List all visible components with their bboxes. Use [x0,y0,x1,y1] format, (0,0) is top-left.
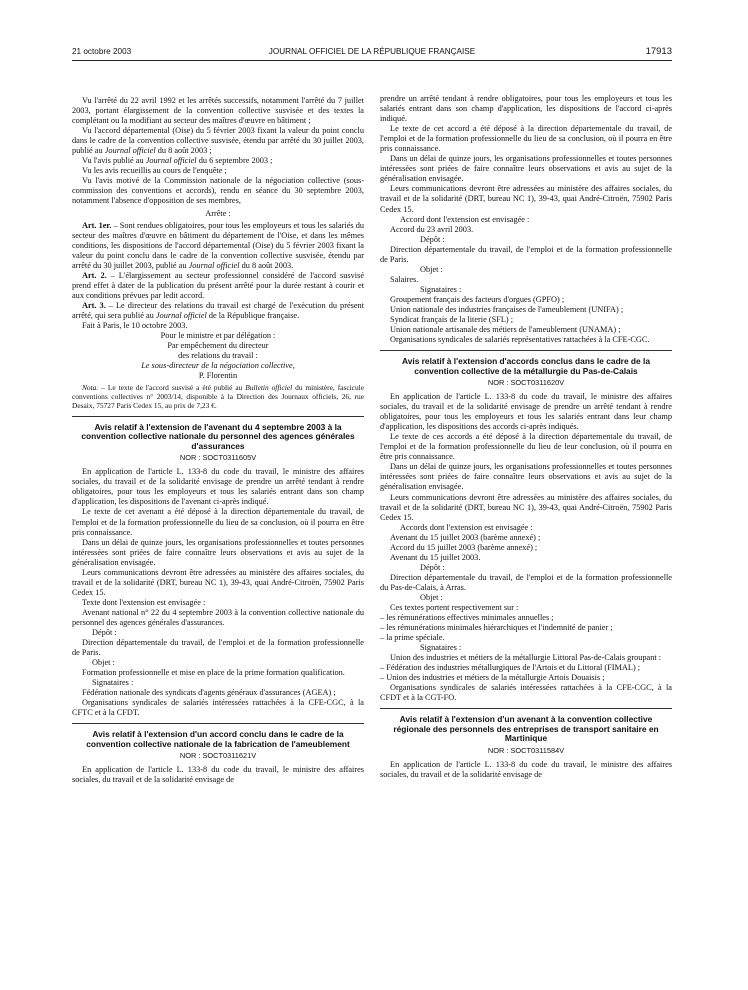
page-number: 17913 [645,46,672,57]
paragraph: Dans un délai de quinze jours, les organisations professionnelles et toutes personnes intéressées sont priées de faire connaître leurs observations et avis au sujet de la généralisation envisagée. [380,154,672,184]
field-value: Accord du 15 juillet 2003 (barème annexé) ; [390,542,538,552]
article-1: Art. 1er. – Sont rendues obligatoires, pour tous les employeurs et tous les salariés du secteur des maîtres d'œuvre en bâtiment du département de l'Oise, et dans les mêmes conditions, les dispositions de l'accord départemental (Oise) du 5 février 2003 fixant la valeur du point conclu dans le cadre de la convention collective susvisée, étendu par arrêté du 30 juillet 2003, publié au Journal officiel du 8 août 2003. [72,220,364,270]
section-separator [72,416,364,417]
list-item: – les rémunérations minimales hiérarchiques et l'indemnité de panier ; [380,623,613,633]
paragraph: Leurs communications devront être adressées au ministère des affaires sociales, du travail et de la solidarité (DRT, bureau NC 1), 39-43, quai André-Citroën, 75902 Paris Cedex 15. [380,184,672,214]
field-label: Accord dont l'extension est envisagée : [400,214,530,224]
paragraph: Vu l'accord départemental (Oise) du 5 février 2003 fixant la valeur du point conclu dans le cadre de la convention collective susvisée, étendu par arrêté du 30 juillet 2003, publié au Journal officiel du 8 août 2003 ; [72,126,364,156]
paragraph: Dans un délai de quinze jours, les organisations professionnelles et toutes personnes intéressées sont priées de faire connaître leurs observations et avis au sujet de la généralisation envisagée. [72,537,364,567]
list-item: – la prime spéciale. [380,633,445,643]
field-label: Dépôt : [420,234,445,244]
field-value: Avenant du 15 juillet 2003. [390,552,481,562]
notice-heading: Avis relatif à l'extension d'un accord conclu dans le cadre de la convention collective nationale de la fabrication de l'ameublement [86,729,350,749]
field-value: Groupement français des facteurs d'orgues (GPFO) ; [390,294,565,304]
paragraph: Vu l'avis motivé de la Commission nationale de la négociation collective (sous-commission des conventions et accords), rendu en séance du 30 septembre 2003, notamment l'absence d'opposition de ses membres, [72,176,364,206]
field-value: Avenant national n° 22 du 4 septembre 2003 à la convention collective nationale du personnel des agences générales d'assurances. [72,607,364,627]
list-item: – Fédération des industries métallurgiques de l'Artois et du Littoral (FIMAL) ; [380,663,641,673]
field-label: Signataires : [420,643,462,653]
nor-reference: NOR : SOCT0311605V [179,453,257,463]
paragraph: prendre un arrêté tendant à rendre obligatoires, pour tous les employeurs et tous les salariés entrant dans son champ d'application, les dispositions de l'accord ci-après indiqué. [380,94,672,124]
field-value: Organisations syndicales de salariés intéressées rattachées à la CFE-CGC, à la CFDT et à la CGT-FO. [380,683,672,703]
field-label: Dépôt : [92,628,117,638]
nor-reference: NOR : SOCT0311621V [179,751,257,761]
signatory-name: P. Florentin [198,371,238,381]
field-value: Salaires. [390,274,419,284]
section-separator [380,350,672,351]
signature-line: Par empêchement du directeur [167,341,269,351]
paragraph: En application de l'article L. 133-8 du code du travail, le ministre des affaires sociales, du travail et de la solidarité envisage de [72,765,364,785]
field-label: Signataires : [92,678,134,688]
field-value: Organisations syndicales de salariés représentatives rattachées à la CFE-CGC. [390,335,650,345]
field-label: Objet : [420,264,443,274]
paragraph: Dans un délai de quinze jours, les organisations professionnelles et toutes personnes intéressées sont priées de faire connaître leurs observations et avis au sujet de la généralisation envisagée. [380,462,672,492]
field-value: Formation professionnelle et mise en place de la prime formation qualification. [82,668,345,678]
list-item: – Union des industries et métiers de la métallurgie Artois Douaisis ; [380,673,605,683]
field-value: Union nationale artisanale des métiers de l'ameublement (UNAMA) ; [390,325,621,335]
field-value: Fédération nationale des syndicats d'agents généraux d'assurances (AGEA) ; [82,688,336,698]
paragraph: Le texte de cet avenant a été déposé à la direction départementale du travail, de l'emploi et de la formation professionnelle du lieu de sa conclusion, où il pourra en être pris connaissance. [72,507,364,537]
signature-line: des relations du travail : [178,351,258,361]
article-3: Art. 3. – Le directeur des relations du travail est chargé de l'exécution du présent arrêté, qui sera publié au Journal officiel de la République française. [72,300,365,320]
field-label: Signataires : [420,284,462,294]
field-value: Organisations syndicales de salariés intéressées rattachées à la CFE-CGC, à la CFTC et à la CFDT. [72,698,364,718]
section-separator [380,708,672,709]
paragraph: Le texte de ces accords a été déposé à la direction départementale du travail, de l'emploi et de la formation professionnelle du lieu de leur conclusion, où il pourra en être pris connaissance. [380,432,672,462]
arrete-heading: Arrête : [205,208,231,218]
article-2: Art. 2. – L'élargissement au secteur professionnel considéré de l'accord susvisé prend effet à dater de la publication du présent arrêté pour la durée restant à courir et aux conditions prévues par ledit accord. [72,270,365,300]
field-value: Direction départementale du travail, de l'emploi et de la formation professionnelle de Paris. [72,638,364,658]
field-value: Avenant du 15 juillet 2003 (barème annexé) ; [390,532,541,542]
nor-reference: NOR : SOCT0311620V [487,377,565,387]
field-label: Objet : [92,658,115,668]
paragraph: Leurs communications devront être adressées au ministère des affaires sociales, du travail et de la solidarité (DRT, bureau NC 1), 39-43, quai André-Citroën, 75902 Paris Cedex 15. [72,567,364,597]
page-header [72,44,672,60]
paragraph: Leurs communications devront être adressées au ministère des affaires sociales, du travail et de la solidarité (DRT, bureau NC 1), 39-43, quai André-Citroën, 75902 Paris Cedex 15. [380,492,672,522]
field-value: Union nationale des industries françaises de l'ameublement (UNIFA) ; [390,304,624,314]
field-label: Texte dont l'extension est envisagée : [82,597,206,607]
header-date: 21 octobre 2003 [72,47,132,56]
header-rule [72,60,672,61]
paragraph: Vu les avis recueillis au cours de l'enquête ; [82,166,227,176]
notice-heading: Avis relatif à l'extension de l'avenant du 4 septembre 2003 à la convention collective nationale du personnel des agences générales d'assurances [81,422,355,451]
paragraph: En application de l'article L. 133-8 du code du travail, le ministre des affaires sociales, du travail et de la solidarité envisage de [380,759,672,779]
signature-line: Pour le ministre et par délégation : [160,331,276,341]
list-item: – les rémunérations effectives minimales annuelles ; [380,613,554,623]
field-label: Dépôt : [420,562,445,572]
field-label: Accords dont l'extension est envisagée : [400,522,533,532]
nor-reference: NOR : SOCT0311584V [487,745,565,755]
field-value: Direction départementale du travail, de l'emploi et de la formation professionnelle de Paris. [380,244,672,264]
notice-heading: Avis relatif à l'extension d'un avenant à la convention collective régionale des personnels des entreprises de transport sanitaire en Martinique [393,714,659,744]
field-value: Union des industries et métiers de la métallurgie Littoral Pas-de-Calais groupant : [390,653,662,663]
field-value: Direction départementale du travail, de l'emploi et de la formation professionnelle du Pas-de-Calais, à Arras. [380,572,672,592]
field-value: Ces textes portent respectivement sur : [390,603,519,613]
section-separator [72,723,364,724]
paragraph: Vu l'avis publié au Journal officiel du 6 septembre 2003 ; [82,156,273,166]
nota: Nota. – Le texte de l'accord susvisé a été publié au Bulletin officiel du ministère, fascicule conventions collectives n° 2003/14, disponible à la Direction des Journaux officiels, 26, rue Desaix, 75727 Paris Cedex 15, au prix de 7,23 €. [72,383,364,411]
paragraph: En application de l'article L. 133-8 du code du travail, le ministre des affaires sociales, du travail et de la solidarité envisage de prendre un arrêté tendant à rendre obligatoires, pour tous les employeurs et tous les salariés entrant dans son champ d'application, les dispositions de l'avenant ci-après indiqué. [72,467,364,507]
left-column [72,96,364,785]
field-value: Accord du 23 avril 2003. [390,224,474,234]
paragraph: Vu l'arrêté du 22 avril 1992 et les arrêtés successifs, notamment l'arrêté du 7 juillet 2003, portant élargissement de la convention collective susvisée et des textes la complétant ou la modifiant au secteur des maîtres d'œuvre en bâtiment ; [72,96,364,126]
notice-heading: Avis relatif à l'extension d'accords conclus dans le cadre de la convention collective de la métallurgie du Pas-de-Calais [401,356,651,376]
signature-line: Le sous-directeur de la négociation collective, [141,361,295,371]
field-value: Syndicat français de la literie (SFL) ; [390,315,514,325]
right-column [380,94,672,780]
paragraph: Le texte de cet accord a été déposé à la direction départementale du travail, de l'emploi et de la formation professionnelle du lieu de sa conclusion, où il pourra en être pris connaissance. [380,124,672,154]
signature-date: Fait à Paris, le 10 octobre 2003. [82,321,188,331]
field-label: Objet : [420,592,443,602]
journal-title: JOURNAL OFFICIEL DE LA RÉPUBLIQUE FRANÇAISE [268,47,476,56]
paragraph: En application de l'article L. 133-8 du code du travail, le ministre des affaires sociales, du travail et de la solidarité envisage de prendre un arrêté tendant à rendre obligatoires, pour tous les employeurs et tous les salariés entrant dans leur champ d'application, les dispositions des accords ci-après indiqués. [380,392,672,432]
